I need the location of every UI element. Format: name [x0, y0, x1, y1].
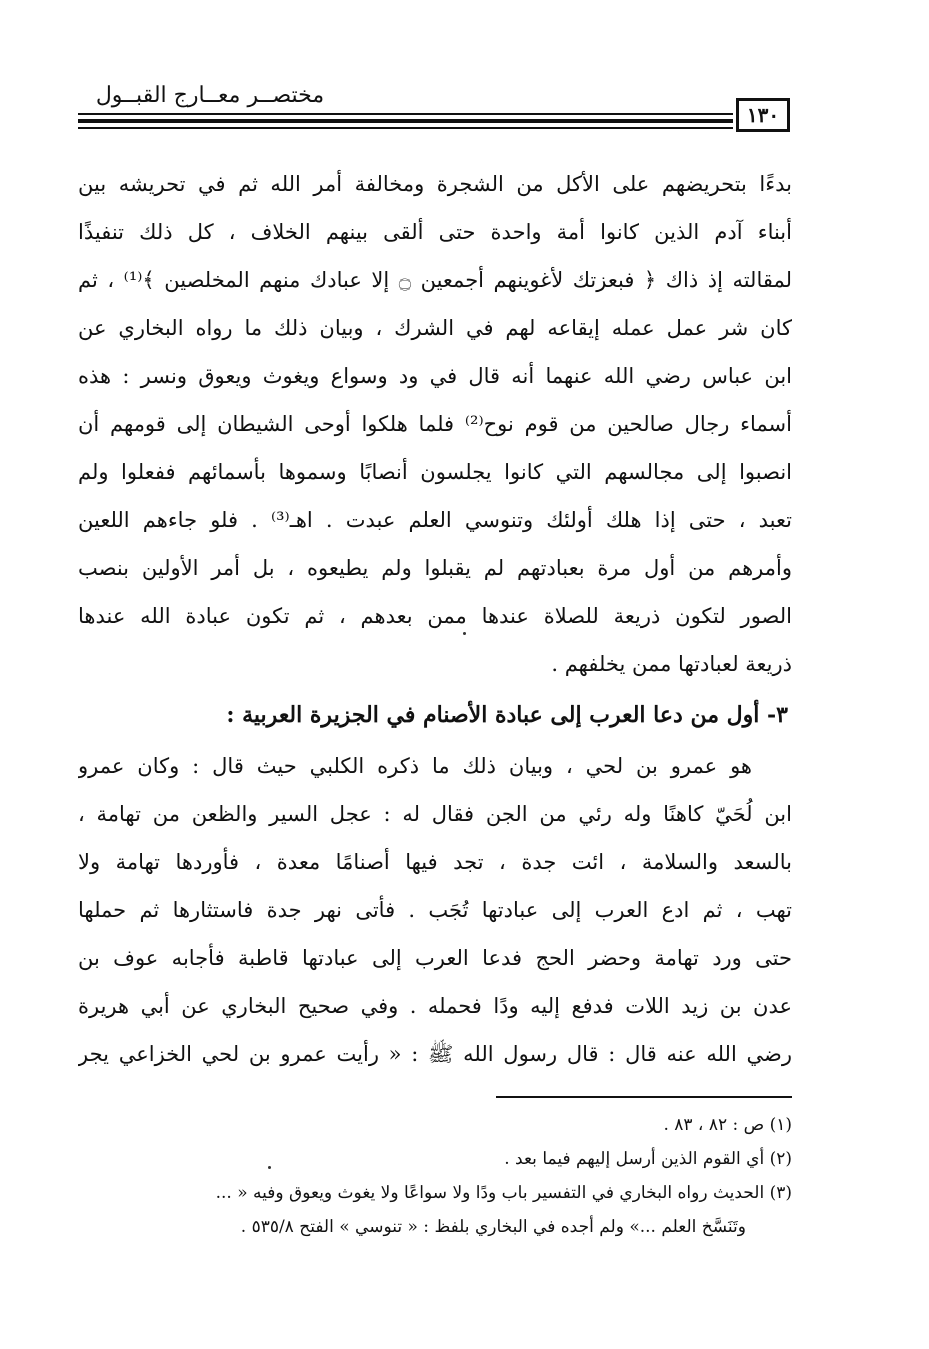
text-line: رضي الله عنه قال : قال رسول الله ﷺ : « رأيت عمرو بن لحي الخزاعي يجر [78, 1042, 792, 1066]
header-rule-top [78, 113, 733, 115]
text-line: بدءًا بتحريضهم على الأكل من الشجرة ومخالفة أمر الله ثم في تحريشه بين [78, 172, 792, 196]
text-line: هو عمرو بن لحي ، وبيان ذلك ما ذكره الكلبي حيث قال : وكان عمرو [78, 754, 752, 778]
scan-speck [268, 1166, 271, 1169]
header-rule-bottom [78, 127, 733, 129]
footnote-separator [496, 1096, 792, 1098]
text-line: عدن بن زيد اللات فدفع إليه ودًا فحمله . وفي صحيح البخاري عن أبي هريرة [78, 994, 792, 1018]
footnote-3-continuation: وتَنَسَّخ العلم ...» ولم أجده في البخاري بلفظ : « تنوسي » الفتح ٥٣٥/٨ . [240, 1217, 746, 1237]
text-line: ابن لُحَيّ كاهنًا وله رئي من الجن فقال له : عجل السير والظعن من تهامة ، [78, 802, 792, 826]
footnote-1: (١) ص : ٨٢ ، ٨٣ . [663, 1115, 792, 1135]
text-line: أسماء رجال صالحين من قوم نوح⁽²⁾ فلما هلكوا أوحى الشيطان إلى قومهم أن [78, 412, 792, 436]
text-line: حتى ورد تهامة وحضر الحج فدعا العرب إلى عبادتها قاطبة فأجابه عوف بن [78, 946, 792, 970]
footnote-2: (٢) أي القوم الذين أرسل إليهم فيما بعد . [504, 1149, 792, 1169]
text-line: تعبد ، حتى إذا هلك أولئك وتنوسي العلم عبدت . اهـ⁽³⁾ . فلو جاءهم اللعين [78, 508, 792, 532]
text-line: أبناء آدم الذين كانوا أمة واحدة حتى ألقى بينهم الخلاف ، كل ذلك تنفيذًا [78, 220, 792, 244]
text-line: انصبوا إلى مجالسهم التي كانوا يجلسون أنصابًا وسموها بأسمائهم ففعلوا ولم [78, 460, 792, 484]
text-line: تهب ، ثم ادع العرب إلى عبادتها تُجَب . فأتى نهر جدة فاستثارها ثم حملها [78, 898, 792, 922]
text-line: بالسعد والسلامة ، ائت جدة ، تجد فيها أصنامًا معدة ، فأوردها تهامة ولا [78, 850, 792, 874]
main-text [78, 160, 792, 1078]
text-line: الصور لتكون ذريعة للصلاة عندها ممن بعدهم ، ثم تكون عبادة الله عندها [78, 604, 792, 628]
scan-speck [463, 632, 466, 635]
text-line: ابن عباس رضي الله عنهما أنه قال في ود وسواع ويغوث ويعوق ونسر : هذه [78, 364, 792, 388]
footnotes [78, 1108, 792, 1244]
header-rule-middle [78, 119, 733, 123]
running-title: مختصــر معــارج القبــول [95, 83, 325, 108]
text-line: ذريعة لعبادتها ممن يخلفهم . [551, 652, 792, 676]
footnote-3: (٣) الحديث رواه البخاري في التفسير باب ودًا ولا سواعًا ولا يغوث ويعوق وفيه « ... [215, 1183, 792, 1203]
text-line: كان شر عمل عمله إيقاعه لهم في الشرك ، وبيان ذلك ما رواه البخاري عن [78, 316, 792, 340]
text-line: وأمرهم من أول مرة بعبادتهم لم يقبلوا ولم يطيعوه ، بل أمر الأولين بنصب [78, 556, 792, 580]
section-heading: ٣- أول من دعا العرب إلى عبادة الأصنام في الجزيرة العربية : [226, 702, 788, 728]
text-line-quran-quote: لمقالته إذ ذاك ﴿ فبعزتك لأغوينهم أجمعين ۝ إلا عبادك منهم المخلصين ﴾⁽¹⁾ ، ثم [78, 268, 792, 292]
page-number: ١٣٠ [736, 98, 790, 132]
